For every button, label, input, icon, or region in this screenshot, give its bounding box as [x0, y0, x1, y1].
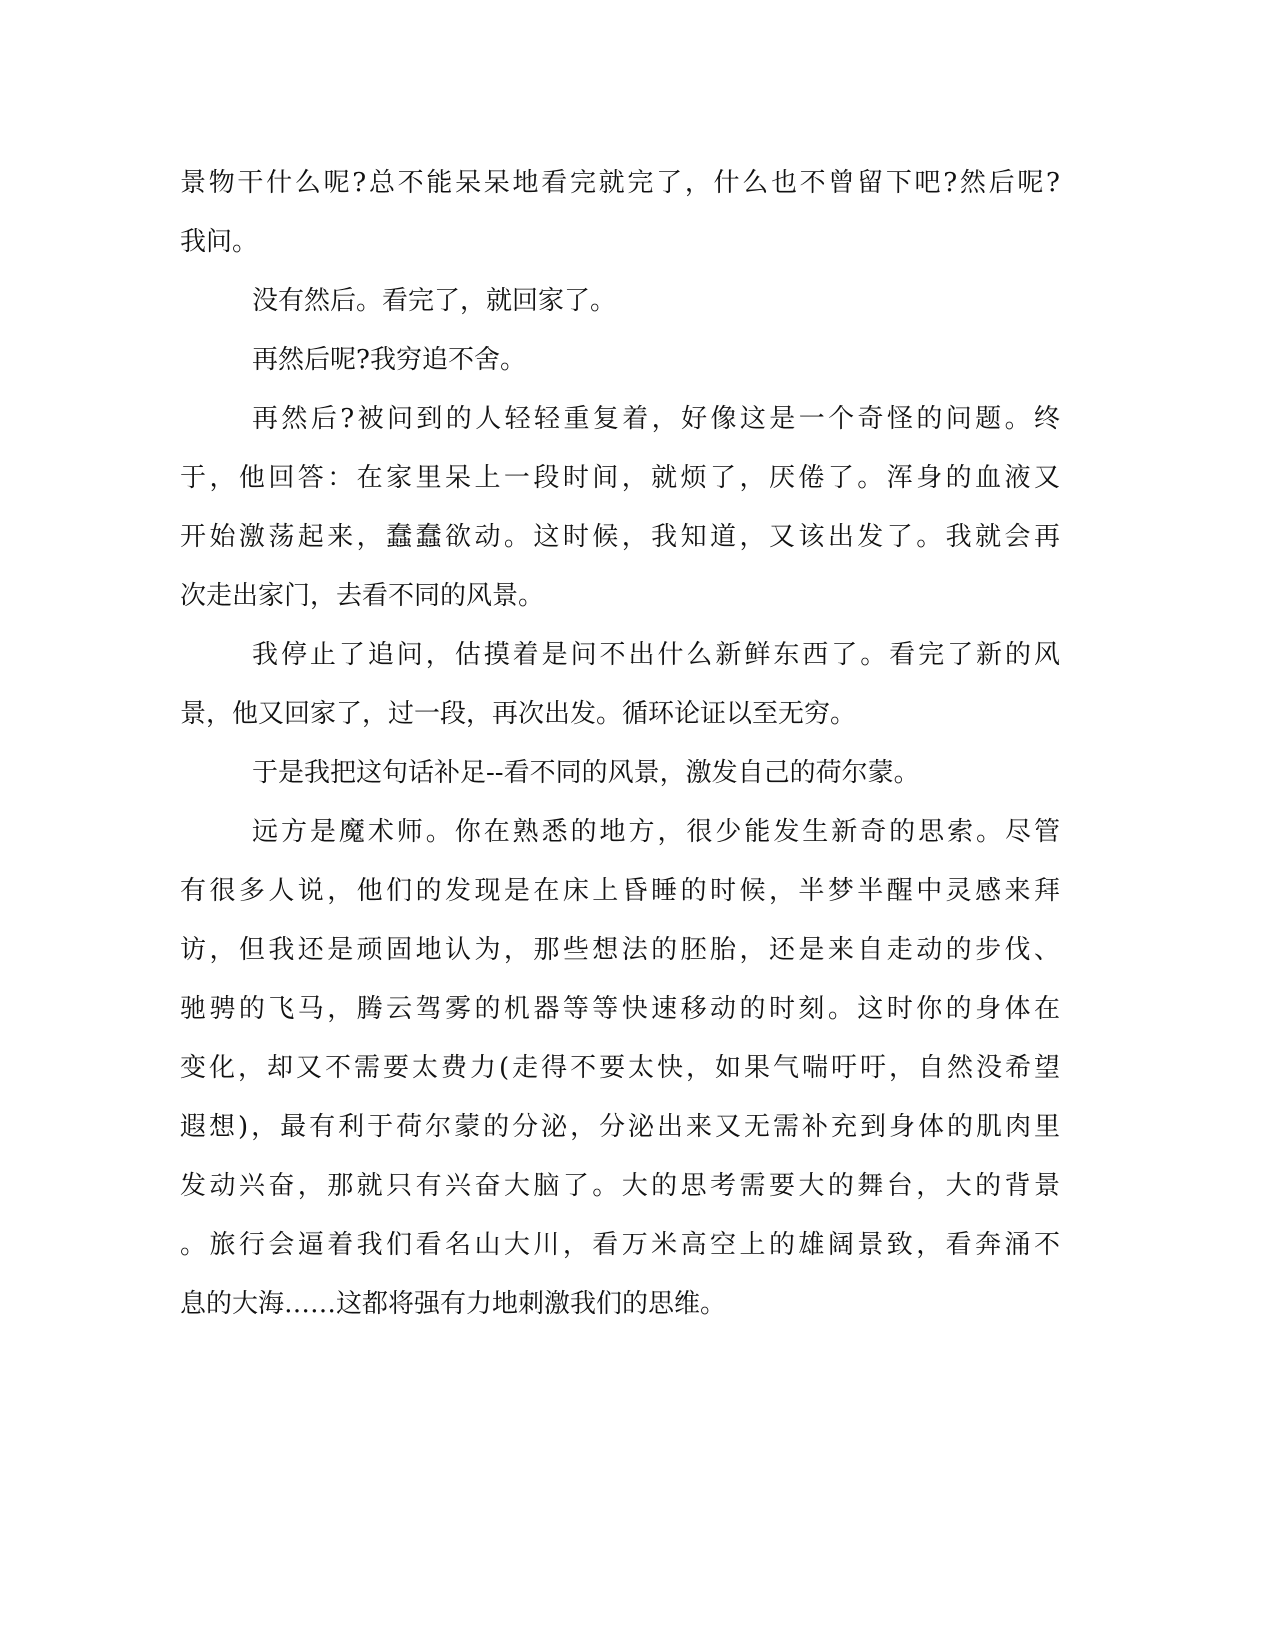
text-line: 驰骋的飞马，腾云驾雾的机器等等快速移动的时刻。这时你的身体在	[180, 994, 1060, 1024]
text-line: 再然后?被问到的人轻轻重复着，好像这是一个奇怪的问题。终	[252, 404, 1060, 434]
text-line: 发动兴奋，那就只有兴奋大脑了。大的思考需要大的舞台，大的背景	[180, 1171, 1060, 1201]
text-line: 变化，却又不需要太费力(走得不要太快，如果气喘吁吁，自然没希望	[180, 1053, 1060, 1083]
paragraph	[180, 154, 1060, 272]
text-line: 开始激荡起来，蠢蠢欲动。这时候，我知道，又该出发了。我就会再	[180, 522, 1060, 552]
text-line: 息的大海……这都将强有力地刺激我们的思维。	[180, 1289, 727, 1319]
body-text	[180, 154, 1060, 1334]
text-line: 遐想)，最有利于荷尔蒙的分泌，分泌出来又无需补充到身体的肌肉里	[180, 1112, 1060, 1142]
text-line: 景，他又回家了，过一段，再次出发。循环论证以至无穷。	[180, 699, 857, 729]
paragraph	[180, 744, 1060, 803]
text-line: 于，他回答：在家里呆上一段时间，就烦了，厌倦了。浑身的血液又	[180, 463, 1060, 493]
text-line: 景物干什么呢?总不能呆呆地看完就完了，什么也不曾留下吧?然后呢?	[180, 168, 1060, 198]
text-line: 次走出家门，去看不同的风景。	[180, 581, 545, 611]
text-line: 于是我把这句话补足--看不同的风景，激发自己的荷尔蒙。	[252, 758, 920, 788]
text-line: 没有然后。看完了，就回家了。	[252, 286, 617, 316]
text-line: 我问。	[180, 227, 259, 257]
paragraph	[180, 331, 1060, 390]
text-line: 访，但我还是顽固地认为，那些想法的胚胎，还是来自走动的步伐、	[180, 935, 1060, 965]
text-line: 有很多人说，他们的发现是在床上昏睡的时候，半梦半醒中灵感来拜	[180, 876, 1060, 906]
paragraph	[180, 626, 1060, 744]
paragraph	[180, 272, 1060, 331]
text-line: 远方是魔术师。你在熟悉的地方，很少能发生新奇的思索。尽管	[252, 817, 1060, 847]
text-line: 。旅行会逼着我们看名山大川，看万米高空上的雄阔景致，看奔涌不	[180, 1230, 1060, 1260]
paragraph	[180, 390, 1060, 626]
text-line: 再然后呢?我穷追不舍。	[252, 345, 526, 375]
text-line: 我停止了追问，估摸着是问不出什么新鲜东西了。看完了新的风	[252, 640, 1060, 670]
paragraph	[180, 803, 1060, 1334]
